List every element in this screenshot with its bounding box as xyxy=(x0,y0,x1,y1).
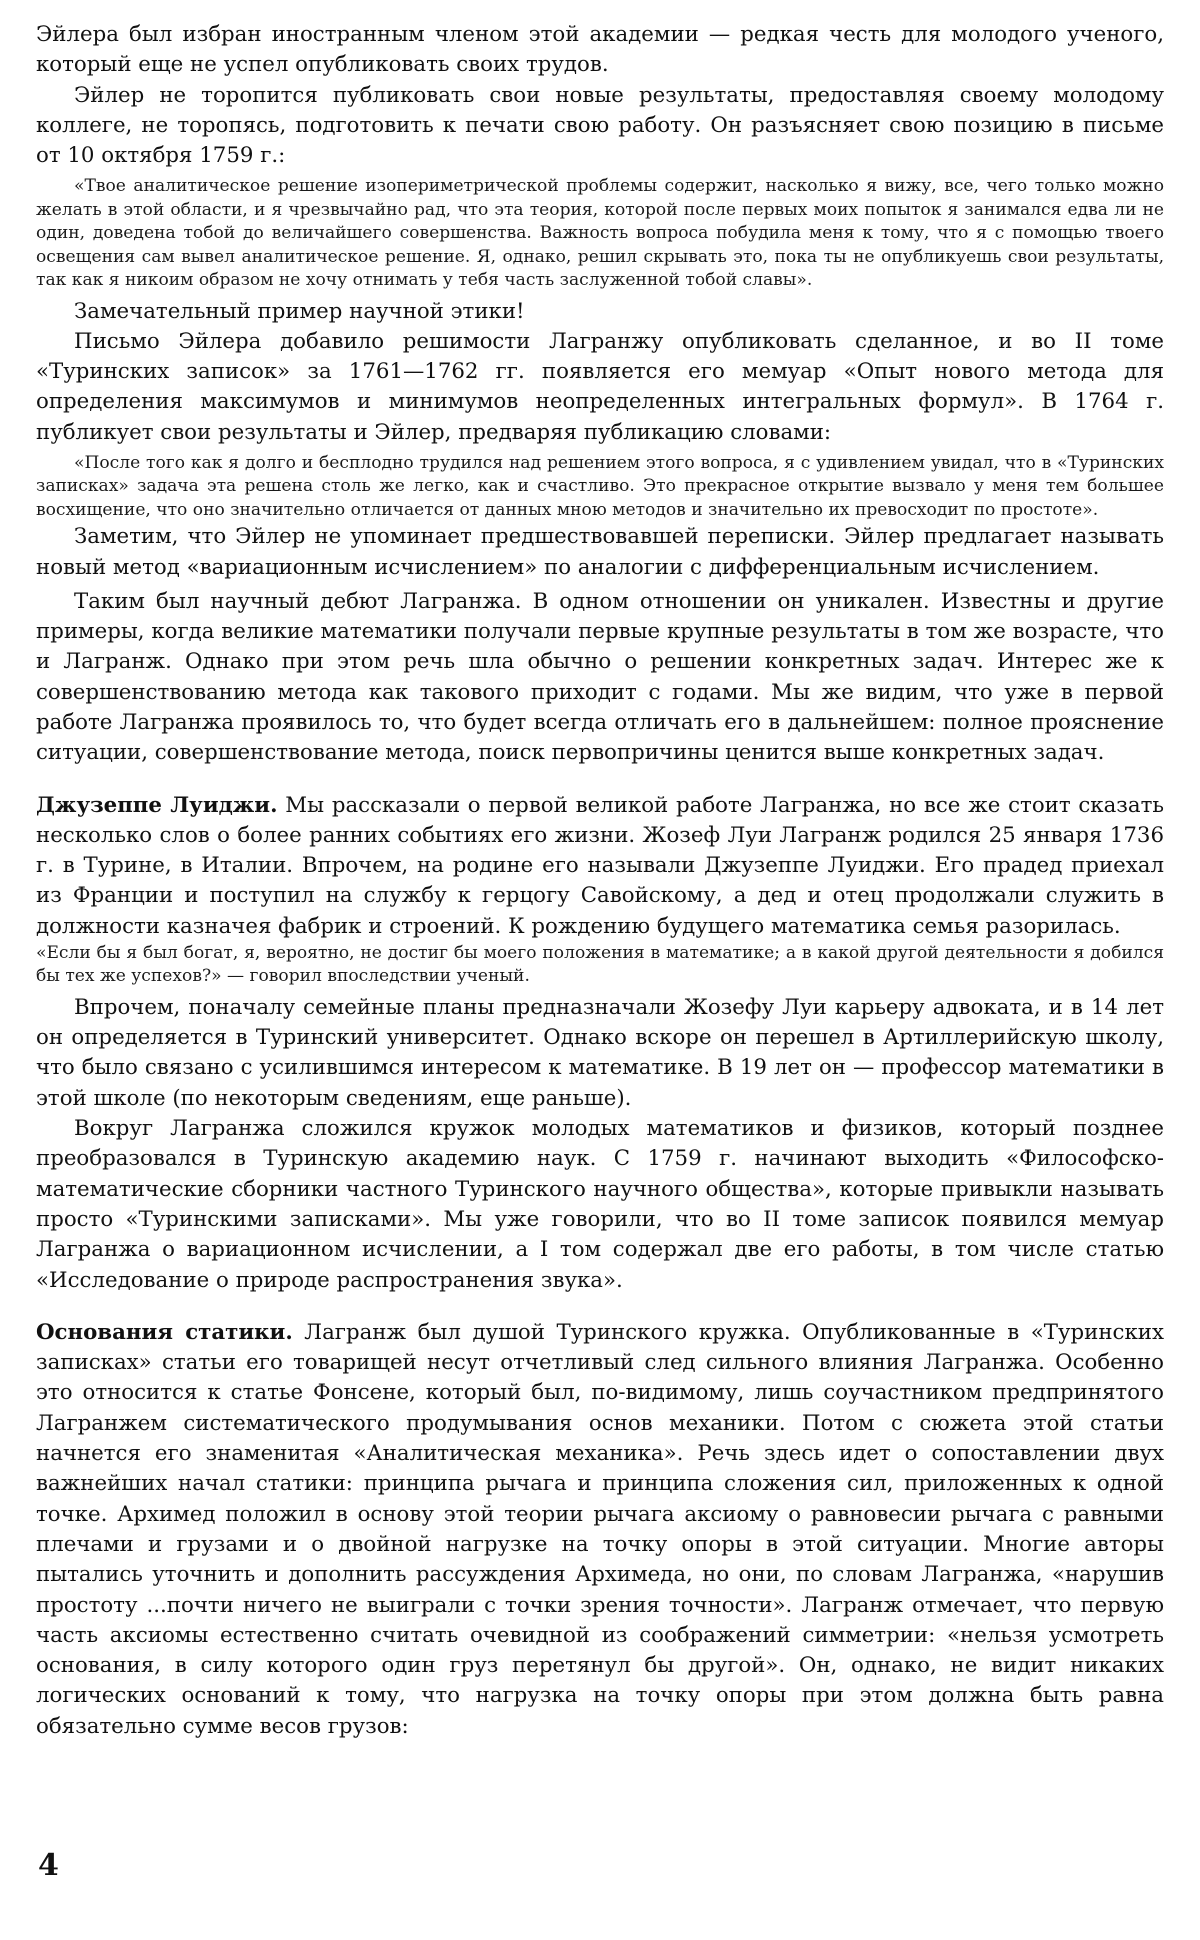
quote: «Твое аналитическое решение изопериметрической проблемы содержит, насколько я вижу, все, чего только можно желать в этой области, и я чрезвычайно рад, что эта теория, которой после первых моих попыток я занимался едва ли не один, доведена тобой до величайшего совершенства. Важность вопроса побудила меня к тому, что я с помощью твоего освещения сам вывел аналитическое решение. Я, однако, решил скрывать это, пока ты не опубликуешь свои результаты, так как я никоим образом не хочу отнимать у тебя часть заслуженной тобой славы». xyxy=(36,176,1164,291)
paragraph: Замечательный пример научной этики! xyxy=(74,298,525,324)
section-text: Лагранж был душой Туринского кружка. Опубликованные в «Туринских записках» статьи его товарищей несут отчетливый след сильного влияния Лагранжа. Особенно это относится к статье Фонсене, который был, по-видимому, лишь соучастником предпринятого Лагранжем систематического продумывания основ механики. Потом с сюжета этой статьи начнется его знаменитая «Аналитическая механика». Речь здесь идет о сопоставлении двух важнейших начал статики: принципа рычага и принципа сложения сил, приложенных к одной точке. Архимед положил в основу этой теории рычага аксиому о равновесии рычага с равными плечами и грузами и о двойной нагрузке на точку опоры в этой ситуации. Многие авторы пытались уточнить и дополнить рассуждения Архимеда, но они, по словам Лагранжа, «нарушив простоту ...почти ничего не выиграли с точки зрения точности». Лагранж отмечает, что первую часть аксиомы естественно считать очевидной из соображений симметрии: «нельзя усмотреть основания, в силу которого один груз перетянул бы другой». Он, однако, не видит никаких логических оснований к тому, что нагрузка на точку опоры при этом должна быть равна обязательно сумме весов грузов: xyxy=(36,1319,1164,1739)
quote: «После того как я долго и бесплодно трудился над решением этого вопроса, я с удивлением увидал, что в «Туринских записках» задача эта решена столь же легко, как и счастливо. Это прекрасное открытие вызвало у меня тем большее восхищение, что оно значительно отличается от данных мною методов и значительно их превосходит по простоте». xyxy=(36,453,1164,520)
paragraph: Письмо Эйлера добавило решимости Лагранжу опубликовать сделанное, и во II томе «Туринских записок» за 1761—1762 гг. появляется его мемуар «Опыт нового метода для определения максимумов и минимумов неопределенных интегральных формул». В 1764 г. публикует свои результаты и Эйлер, предваряя публикацию словами: xyxy=(36,328,1164,445)
paragraph: Таким был научный дебют Лагранжа. В одном отношении он уникален. Известны и другие примеры, когда великие математики получали первые крупные результаты в том же возрасте, что и Лагранж. Однако при этом речь шла обычно о решении конкретных задач. Интерес же к совершенствованию метода как такового приходит с годами. Мы же видим, что уже в первой работе Лагранжа проявилось то, что будет всегда отличать его в дальнейшем: полное прояснение ситуации, совершенствование метода, поиск первопричины ценится выше конкретных задач. xyxy=(36,588,1164,766)
paragraph: Эйлера был избран иностранным членом этой академии — редкая честь для молодого ученого, который еще не успел опубликовать своих трудов. xyxy=(36,22,1164,78)
quote: «Если бы я был богат, я, вероятно, не достиг бы моего положения в математике; а в какой другой деятельности я добился бы тех же успехов?» — говорил впоследствии ученый. xyxy=(36,943,1164,987)
section-paragraph xyxy=(36,791,1164,942)
page-number: 4 xyxy=(38,1848,59,1883)
paragraph: Вокруг Лагранжа сложился кружок молодых математиков и физиков, который позднее преобразовался в Туринскую академию наук. С 1759 г. начинают выходить «Философско-математические сборники частного Туринского научного общества», которые привыкли называть просто «Туринскими записками». Мы уже говорили, что во II томе записок появился мемуар Лагранжа о вариационном исчислении, а I том содержал две его работы, в том числе статью «Исследование о природе распространения звука». xyxy=(36,1116,1164,1293)
section-heading: Основания статики. xyxy=(36,1319,293,1345)
section-heading: Джузеппе Луиджи. xyxy=(36,792,278,818)
section-paragraph xyxy=(36,1318,1164,1742)
paragraph: Эйлер не торопится публиковать свои новые результаты, предоставляя своему молодому коллеге, не торопясь, подготовить к печати свою работу. Он разъясняет свою позицию в письме от 10 октября 1759 г.: xyxy=(36,82,1164,169)
section-text: Мы рассказали о первой великой работе Лагранжа, но все же стоит сказать несколько слов о более ранних событиях его жизни. Жозеф Луи Лагранж родился 25 января 1736 г. в Турине, в Италии. Впрочем, на родине его называли Джузеппе Луиджи. Его прадед приехал из Франции и поступил на службу к герцогу Савойскому, а дед и отец продолжали служить в должности казначея фабрик и строений. К рождению будущего математика семья разорилась. xyxy=(36,792,1165,939)
paragraph: Заметим, что Эйлер не упоминает предшествовавшей переписки. Эйлер предлагает называть новый метод «вариационным исчислением» по аналогии с дифференциальным исчислением. xyxy=(36,524,1164,580)
paragraph: Впрочем, поначалу семейные планы предназначали Жозефу Луи карьеру адвоката, и в 14 лет он определяется в Туринский университет. Однако вскоре он перешел в Артиллерийскую школу, что было связано с усилившимся интересом к математике. В 19 лет он — профессор математики в этой школе (по некоторым сведениям, еще раньше). xyxy=(36,994,1164,1111)
page-body xyxy=(36,20,1164,1742)
